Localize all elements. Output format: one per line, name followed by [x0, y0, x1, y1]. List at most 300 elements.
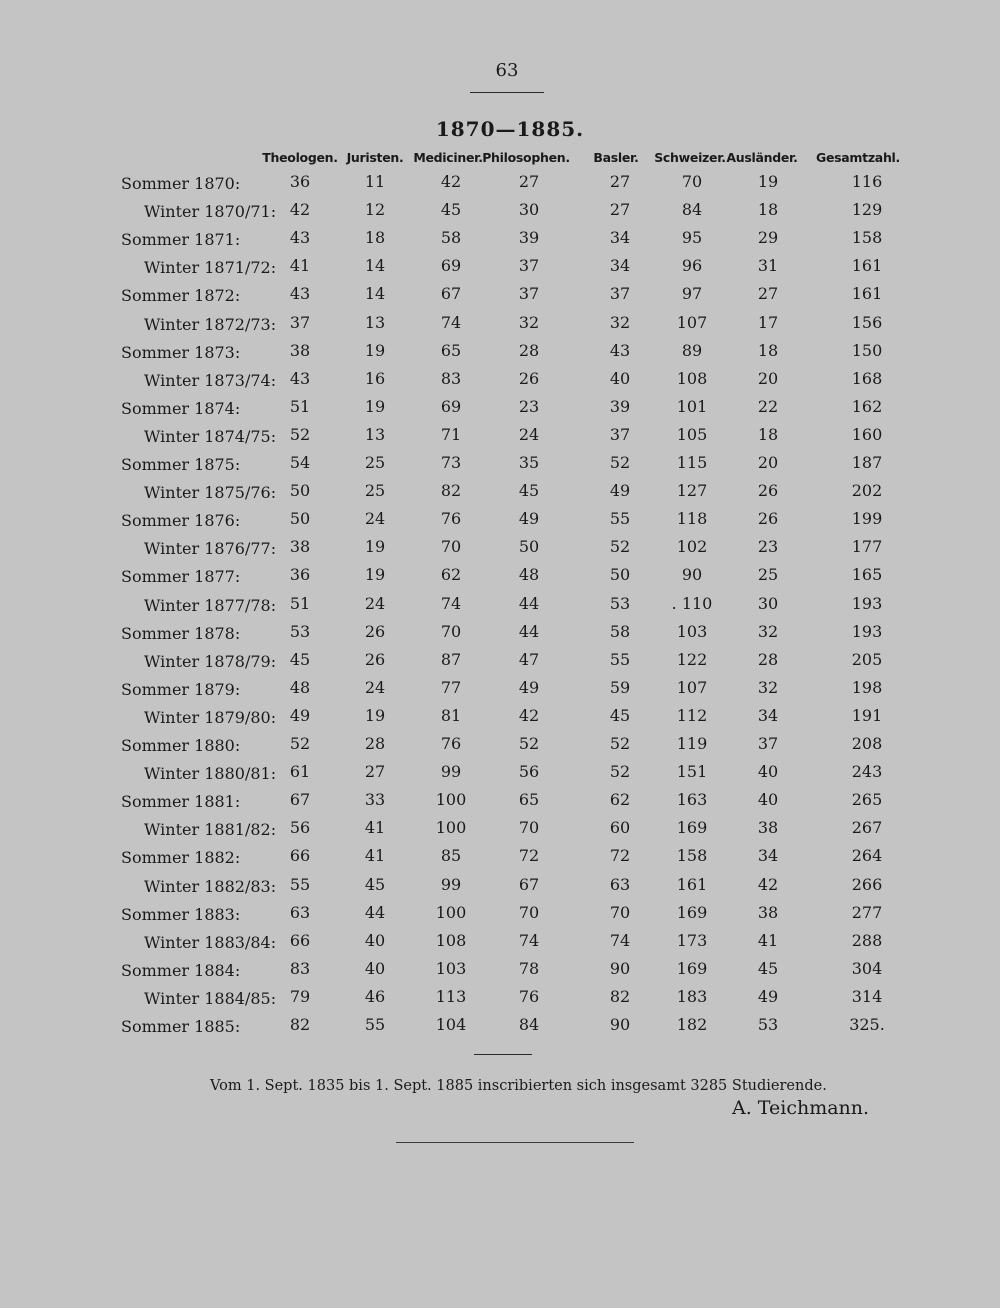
table-cell: 31 — [757, 256, 779, 276]
table-row — [0, 367, 1000, 395]
table-cell: 84 — [518, 1015, 540, 1034]
semester-label: Sommer 1880: — [121, 736, 241, 755]
table-cell: 87 — [440, 649, 462, 669]
table-row — [0, 957, 1000, 985]
table-cell: 74 — [440, 312, 462, 332]
table-cell: 66 — [289, 846, 311, 866]
table-cell: 99 — [440, 762, 462, 782]
table-row — [0, 901, 1000, 929]
table-row — [0, 732, 1000, 760]
table-cell: 116 — [851, 172, 883, 191]
table-cell: 160 — [851, 424, 883, 444]
table-cell: 85 — [440, 846, 462, 866]
table-cell: 122 — [676, 649, 708, 669]
semester-label: Winter 1874/75: — [144, 426, 277, 446]
table-cell: 37 — [518, 256, 540, 276]
table-cell: 55 — [609, 509, 631, 529]
table-row — [0, 648, 1000, 676]
semester-label: Winter 1873/74: — [144, 370, 277, 390]
table-cell: 45 — [364, 874, 386, 894]
table-cell: 14 — [364, 284, 386, 304]
table-row — [0, 704, 1000, 732]
table-cell: 199 — [851, 509, 883, 529]
semester-label: Winter 1871/72: — [144, 258, 277, 278]
table-cell: 12 — [364, 200, 386, 220]
table-cell: 103 — [676, 621, 708, 641]
table-cell: 63 — [289, 902, 311, 922]
table-cell: 243 — [851, 762, 883, 782]
table-cell: 50 — [289, 509, 311, 529]
table-cell: 82 — [440, 481, 462, 501]
table-cell: 27 — [757, 284, 779, 304]
table-cell: 28 — [518, 340, 540, 360]
semester-label: Sommer 1870: — [121, 174, 241, 193]
column-header: Gesamtzahl. — [816, 150, 900, 165]
table-cell: 37 — [609, 284, 631, 304]
table-cell: 13 — [364, 312, 386, 332]
table-cell: 32 — [518, 312, 540, 332]
table-cell: 32 — [757, 621, 779, 641]
table-cell: 39 — [609, 396, 631, 416]
table-cell: 50 — [518, 537, 540, 557]
table-cell: 38 — [757, 902, 779, 922]
table-cell: 43 — [609, 340, 631, 360]
table-cell: 82 — [289, 1015, 311, 1034]
table-cell: 23 — [757, 537, 779, 557]
table-cell: 43 — [289, 284, 311, 304]
semester-label: Sommer 1881: — [121, 792, 241, 812]
table-cell: 27 — [518, 172, 540, 191]
table-cell: 151 — [676, 762, 708, 782]
table-cell: 69 — [440, 396, 462, 416]
semester-label: Sommer 1877: — [121, 567, 241, 587]
semester-label: Sommer 1883: — [121, 904, 241, 924]
table-row — [0, 395, 1000, 423]
column-header: Ausländer. — [726, 150, 798, 165]
table-row — [0, 816, 1000, 844]
table-cell: 173 — [676, 930, 708, 950]
table-cell: 44 — [364, 902, 386, 922]
semester-label: Winter 1882/83: — [144, 876, 277, 896]
table-cell: 35 — [518, 453, 540, 472]
table-cell: 55 — [364, 1015, 386, 1034]
table-cell: 100 — [435, 902, 467, 922]
table-cell: 67 — [518, 874, 540, 894]
table-cell: 18 — [757, 424, 779, 444]
table-cell: 30 — [757, 593, 779, 613]
table-cell: 72 — [609, 846, 631, 866]
table-cell: 37 — [757, 734, 779, 753]
table-cell: 19 — [364, 537, 386, 557]
table-cell: 198 — [851, 677, 883, 697]
table-cell: 69 — [440, 256, 462, 276]
table-row — [0, 311, 1000, 339]
table-cell: 41 — [289, 256, 311, 276]
table-cell: 45 — [609, 705, 631, 725]
table-cell: 169 — [676, 902, 708, 922]
table-cell: 26 — [364, 649, 386, 669]
semester-label: Winter 1884/85: — [144, 988, 277, 1008]
table-cell: 112 — [676, 705, 708, 725]
table-cell: 24 — [364, 593, 386, 613]
table-cell: 89 — [681, 340, 703, 360]
table-cell: 82 — [609, 986, 631, 1006]
signature: A. Teichmann. — [732, 1097, 870, 1119]
page-number: 63 — [495, 60, 519, 81]
table-cell: 20 — [757, 368, 779, 388]
table-cell: 45 — [289, 649, 311, 669]
table-cell: 202 — [851, 481, 883, 501]
semester-label: Winter 1880/81: — [144, 764, 277, 784]
table-cell: 90 — [609, 1015, 631, 1034]
table-cell: 40 — [364, 930, 386, 950]
table-cell: 103 — [435, 958, 467, 978]
table-cell: 70 — [518, 902, 540, 922]
semester-label: Sommer 1873: — [121, 342, 241, 362]
table-cell: 314 — [851, 986, 883, 1006]
table-cell: 44 — [518, 621, 540, 641]
table-cell: 107 — [676, 677, 708, 697]
table-cell: 25 — [364, 481, 386, 501]
table-cell: 42 — [289, 200, 311, 220]
table-cell: 36 — [289, 565, 311, 585]
table-cell: 45 — [440, 200, 462, 220]
table-cell: 60 — [609, 818, 631, 838]
table-cell: 101 — [676, 396, 708, 416]
table-cell: 70 — [440, 621, 462, 641]
table-cell: 54 — [289, 453, 311, 472]
table-cell: 51 — [289, 593, 311, 613]
table-cell: 50 — [609, 565, 631, 585]
table-cell: 27 — [609, 200, 631, 220]
table-cell: 58 — [440, 228, 462, 248]
table-cell: 150 — [851, 340, 883, 360]
table-cell: 79 — [289, 986, 311, 1006]
table-cell: 208 — [851, 734, 883, 753]
semester-label: Sommer 1874: — [121, 398, 241, 418]
table-cell: 183 — [676, 986, 708, 1006]
table-cell: 25 — [364, 453, 386, 472]
table-cell: 163 — [676, 790, 708, 810]
table-cell: 161 — [851, 284, 883, 304]
table-cell: 16 — [364, 368, 386, 388]
table-cell: 129 — [851, 200, 883, 220]
table-cell: 73 — [440, 453, 462, 472]
semester-label: Sommer 1876: — [121, 511, 241, 531]
table-row — [0, 873, 1000, 901]
footnote: Vom 1. Sept. 1835 bis 1. Sept. 1885 inscribierten sich insgesamt 3285 Studierende. — [210, 1078, 827, 1094]
table-cell: 70 — [518, 818, 540, 838]
table-row — [0, 170, 1000, 198]
table-cell: 49 — [518, 509, 540, 529]
table-cell: 40 — [364, 958, 386, 978]
table-cell: 51 — [289, 396, 311, 416]
table-row — [0, 535, 1000, 563]
table-cell: 70 — [440, 537, 462, 557]
table-cell: 45 — [757, 958, 779, 978]
table-cell: 81 — [440, 705, 462, 725]
table-cell: 66 — [289, 930, 311, 950]
semester-label: Sommer 1879: — [121, 679, 241, 699]
table-cell: 55 — [289, 874, 311, 894]
column-headers — [0, 150, 1000, 168]
table-cell: 40 — [609, 368, 631, 388]
table-cell: 267 — [851, 818, 883, 838]
column-header: Mediciner. — [413, 150, 483, 165]
table-cell: 104 — [435, 1015, 467, 1034]
table-cell: 48 — [289, 677, 311, 697]
table-cell: 38 — [757, 818, 779, 838]
semester-label: Winter 1872/73: — [144, 314, 277, 334]
semester-label: Winter 1876/77: — [144, 539, 277, 559]
semester-label: Sommer 1878: — [121, 623, 241, 643]
semester-label: Winter 1878/79: — [144, 651, 277, 671]
table-cell: 52 — [609, 537, 631, 557]
table-row — [0, 760, 1000, 788]
table-cell: 22 — [757, 396, 779, 416]
table-cell: 78 — [518, 958, 540, 978]
table-cell: 58 — [609, 621, 631, 641]
table-cell: 38 — [289, 537, 311, 557]
table-row — [0, 620, 1000, 648]
table-row — [0, 1013, 1000, 1041]
table-cell: 24 — [364, 509, 386, 529]
table-cell: 26 — [364, 621, 386, 641]
bottom-rule — [396, 1142, 634, 1143]
table-cell: 100 — [435, 790, 467, 810]
table-cell: 156 — [851, 312, 883, 332]
table-row — [0, 198, 1000, 226]
table-cell: 42 — [440, 172, 462, 191]
table-cell: 23 — [518, 396, 540, 416]
table-row — [0, 254, 1000, 282]
table-cell: 32 — [757, 677, 779, 697]
table-cell: 52 — [289, 734, 311, 753]
table-cell: 19 — [364, 565, 386, 585]
table-cell: 74 — [609, 930, 631, 950]
column-header: Basler. — [593, 150, 639, 165]
table-cell: 72 — [518, 846, 540, 866]
table-cell: 20 — [757, 453, 779, 472]
table-cell: 52 — [609, 453, 631, 472]
table-cell: 169 — [676, 958, 708, 978]
table-cell: 288 — [851, 930, 883, 950]
table-cell: 90 — [609, 958, 631, 978]
table-cell: 70 — [681, 172, 703, 191]
semester-label: Winter 1870/71: — [144, 202, 277, 222]
table-cell: 205 — [851, 649, 883, 669]
table-row — [0, 339, 1000, 367]
table-cell: 53 — [289, 621, 311, 641]
table-row — [0, 929, 1000, 957]
table-cell: 39 — [518, 228, 540, 248]
table-cell: 19 — [757, 172, 779, 191]
table-cell: 18 — [757, 200, 779, 220]
table-cell: 193 — [851, 621, 883, 641]
table-cell: 99 — [440, 874, 462, 894]
table-cell: 43 — [289, 368, 311, 388]
table-cell: 56 — [518, 762, 540, 782]
table-cell: 277 — [851, 902, 883, 922]
table-cell: 65 — [518, 790, 540, 810]
table-cell: 37 — [518, 284, 540, 304]
table-cell: 59 — [609, 677, 631, 697]
table-row — [0, 226, 1000, 254]
table-cell: 27 — [609, 172, 631, 191]
table-cell: 265 — [851, 790, 883, 810]
table-cell: 50 — [289, 481, 311, 501]
table-cell: 62 — [440, 565, 462, 585]
table-cell: 30 — [518, 200, 540, 220]
table-row — [0, 676, 1000, 704]
column-header: Theologen. — [262, 150, 338, 165]
table-cell: 33 — [364, 790, 386, 810]
table-cell: 34 — [609, 228, 631, 248]
table-cell: . 110 — [671, 593, 713, 613]
table-cell: 26 — [757, 509, 779, 529]
table-cell: 42 — [518, 705, 540, 725]
table-cell: 97 — [681, 284, 703, 304]
table-cell: 25 — [757, 565, 779, 585]
table-cell: 77 — [440, 677, 462, 697]
table-cell: 52 — [609, 762, 631, 782]
semester-label: Sommer 1882: — [121, 848, 241, 868]
table-cell: 70 — [609, 902, 631, 922]
table-cell: 32 — [609, 312, 631, 332]
table-cell: 158 — [851, 228, 883, 248]
table-cell: 76 — [440, 509, 462, 529]
table-cell: 47 — [518, 649, 540, 669]
table-cell: 29 — [757, 228, 779, 248]
table-cell: 169 — [676, 818, 708, 838]
table-cell: 161 — [851, 256, 883, 276]
table-cell: 19 — [364, 705, 386, 725]
semester-label: Winter 1877/78: — [144, 595, 277, 615]
table-cell: 52 — [518, 734, 540, 753]
table-row — [0, 592, 1000, 620]
table-cell: 42 — [757, 874, 779, 894]
table-cell: 27 — [364, 762, 386, 782]
table-cell: 161 — [676, 874, 708, 894]
table-cell: 177 — [851, 537, 883, 557]
semester-label: Sommer 1871: — [121, 230, 241, 250]
table-row — [0, 451, 1000, 479]
table-cell: 34 — [609, 256, 631, 276]
table-cell: 266 — [851, 874, 883, 894]
table-row — [0, 788, 1000, 816]
table-cell: 67 — [440, 284, 462, 304]
table-cell: 264 — [851, 846, 883, 866]
table-cell: 28 — [364, 734, 386, 753]
table-cell: 193 — [851, 593, 883, 613]
table-cell: 62 — [609, 790, 631, 810]
table-cell: 168 — [851, 368, 883, 388]
table-cell: 118 — [676, 509, 708, 529]
table-row — [0, 479, 1000, 507]
table-cell: 76 — [518, 986, 540, 1006]
table-cell: 14 — [364, 256, 386, 276]
table-cell: 90 — [681, 565, 703, 585]
table-cell: 71 — [440, 424, 462, 444]
semester-label: Winter 1883/84: — [144, 932, 277, 952]
semester-label: Winter 1875/76: — [144, 483, 277, 503]
table-cell: 38 — [289, 340, 311, 360]
table-row — [0, 282, 1000, 310]
table-row — [0, 507, 1000, 535]
table-cell: 74 — [518, 930, 540, 950]
table-cell: 108 — [435, 930, 467, 950]
semester-label: Winter 1879/80: — [144, 707, 277, 727]
table-cell: 49 — [757, 986, 779, 1006]
table-cell: 113 — [435, 986, 467, 1006]
table-cell: 325. — [849, 1015, 885, 1034]
table-cell: 108 — [676, 368, 708, 388]
table-cell: 41 — [757, 930, 779, 950]
table-cell: 102 — [676, 537, 708, 557]
table-cell: 41 — [364, 846, 386, 866]
table-cell: 49 — [289, 705, 311, 725]
semester-label: Sommer 1872: — [121, 286, 241, 306]
table-cell: 19 — [364, 396, 386, 416]
table-cell: 107 — [676, 312, 708, 332]
table-cell: 63 — [609, 874, 631, 894]
table-cell: 26 — [518, 368, 540, 388]
column-header: Schweizer. — [654, 150, 726, 165]
table-cell: 191 — [851, 705, 883, 725]
semester-label: Sommer 1875: — [121, 455, 241, 474]
column-header: Juristen. — [346, 150, 404, 165]
table-cell: 187 — [851, 453, 883, 472]
table-cell: 83 — [289, 958, 311, 978]
table-cell: 49 — [609, 481, 631, 501]
table-row — [0, 423, 1000, 451]
table-cell: 165 — [851, 565, 883, 585]
table-title: 1870—1885. — [435, 117, 585, 141]
table-cell: 37 — [289, 312, 311, 332]
table-cell: 95 — [681, 228, 703, 248]
table-cell: 28 — [757, 649, 779, 669]
table-cell: 74 — [440, 593, 462, 613]
table-cell: 43 — [289, 228, 311, 248]
table-cell: 53 — [757, 1015, 779, 1034]
table-cell: 19 — [364, 340, 386, 360]
table-cell: 182 — [676, 1015, 708, 1034]
table-cell: 48 — [518, 565, 540, 585]
table-cell: 44 — [518, 593, 540, 613]
table-cell: 65 — [440, 340, 462, 360]
table-cell: 127 — [676, 481, 708, 501]
table-cell: 83 — [440, 368, 462, 388]
table-cell: 52 — [609, 734, 631, 753]
top-rule — [470, 92, 544, 93]
table-cell: 37 — [609, 424, 631, 444]
semester-label: Sommer 1884: — [121, 960, 241, 980]
table-cell: 18 — [364, 228, 386, 248]
table-cell: 96 — [681, 256, 703, 276]
table-cell: 119 — [676, 734, 708, 753]
table-cell: 105 — [676, 424, 708, 444]
table-cell: 55 — [609, 649, 631, 669]
table-cell: 158 — [676, 846, 708, 866]
table-row — [0, 844, 1000, 872]
table-cell: 41 — [364, 818, 386, 838]
table-cell: 34 — [757, 846, 779, 866]
semester-label: Sommer 1885: — [121, 1017, 241, 1036]
table-cell: 49 — [518, 677, 540, 697]
middle-rule — [474, 1054, 532, 1055]
table-cell: 53 — [609, 593, 631, 613]
table-row — [0, 985, 1000, 1013]
